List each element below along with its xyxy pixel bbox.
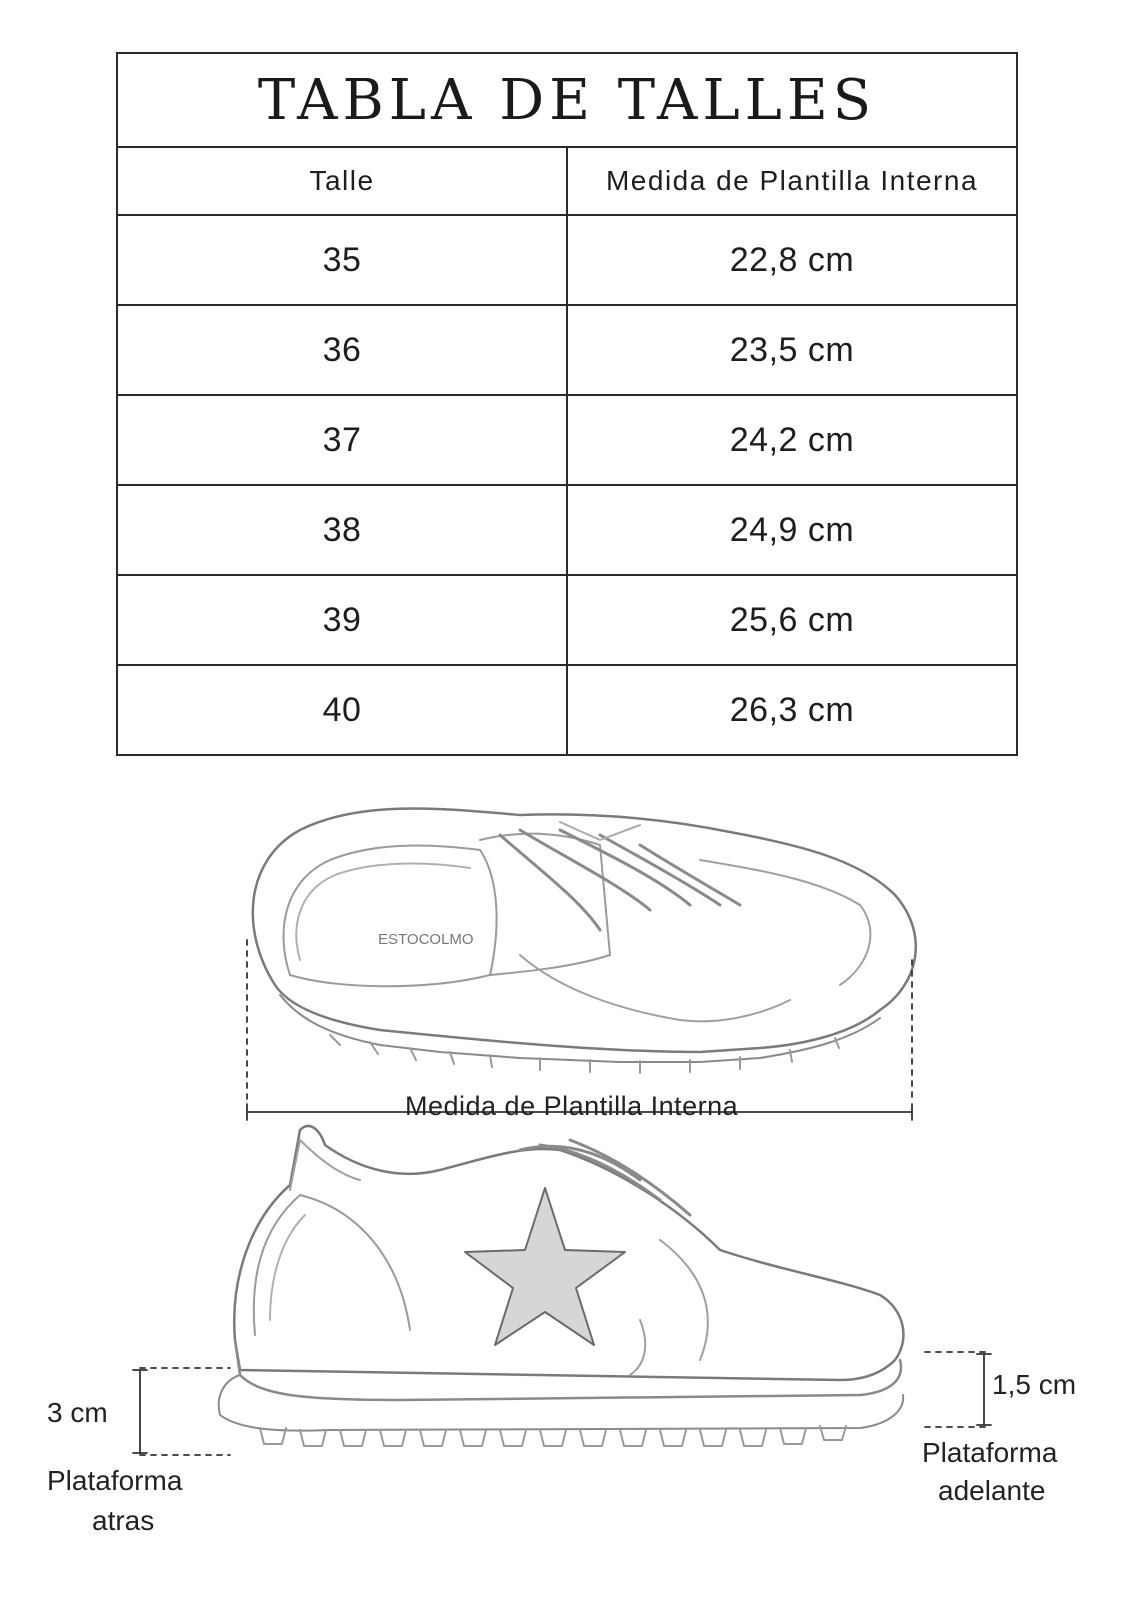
measure-cell: 24,9 cm (567, 485, 1017, 575)
size-cell: 38 (117, 485, 567, 575)
size-cell: 36 (117, 305, 567, 395)
rear-platform-guides (133, 1368, 230, 1455)
rear-platform-label-2: atras (92, 1505, 155, 1536)
table-title: TABLA DE TALLES (117, 53, 1017, 147)
rear-platform-label-1: Plataforma (47, 1465, 183, 1496)
size-cell: 35 (117, 215, 567, 305)
size-cell: 40 (117, 665, 567, 755)
sneaker-top-view (253, 808, 916, 1073)
measure-cell: 26,3 cm (567, 665, 1017, 755)
front-platform-label-1: Plataforma (922, 1437, 1058, 1468)
front-platform-label-2: adelante (938, 1475, 1046, 1506)
insole-measure-label: Medida de Plantilla Interna (405, 1091, 739, 1121)
size-cell: 37 (117, 395, 567, 485)
front-platform-guides (925, 1352, 991, 1427)
measure-cell: 24,2 cm (567, 395, 1017, 485)
front-height-label: 1,5 cm (992, 1369, 1077, 1400)
measure-cell: 25,6 cm (567, 575, 1017, 665)
size-cell: 39 (117, 575, 567, 665)
rear-height-label: 3 cm (47, 1397, 108, 1428)
sneaker-side-view (219, 1126, 904, 1446)
measure-cell: 22,8 cm (567, 215, 1017, 305)
header-talle: Talle (117, 147, 567, 215)
measure-cell: 23,5 cm (567, 305, 1017, 395)
header-medida: Medida de Plantilla Interna (567, 147, 1017, 215)
brand-text: ESTOCOLMO (378, 931, 474, 948)
